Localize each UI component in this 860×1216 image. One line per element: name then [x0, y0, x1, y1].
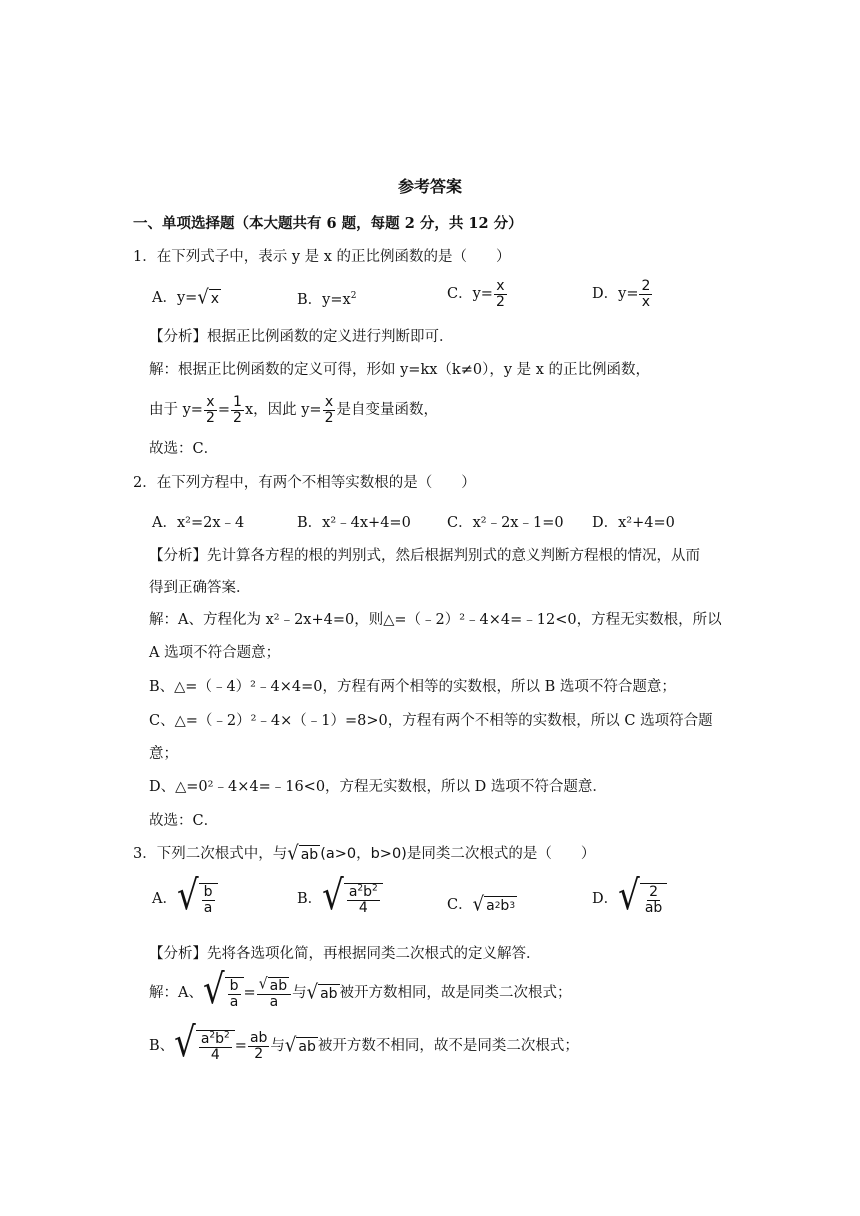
sqrt-ab: √ ab: [287, 841, 319, 865]
q1-option-c-label: C．y=: [447, 286, 493, 303]
q3-sol-b-pre: B、: [149, 1038, 175, 1055]
q3-option-d: [592, 871, 667, 920]
q3-stem-pre: 3．下列二次根式中，与: [133, 846, 288, 862]
q2-analysis-line2: 得到正确答案．: [149, 580, 251, 596]
q2-stem: 2．在下列方程中，有两个不相等实数根的是（ ）: [133, 475, 476, 491]
sqrt-a2b2-over-4: √ $\frac{a^2b^2}{4}$: [322, 883, 383, 915]
q1-stem: 1．在下列式子中，表示 y 是 x 的正比例函数的是（ ）: [133, 249, 511, 265]
q3-stem-post: 是同类二次根式的是（ ）: [406, 846, 596, 862]
q3-analysis: 【分析】先将各选项化简，再根据同类二次根式的定义解答．: [149, 946, 541, 962]
q3-option-a: [152, 871, 218, 920]
q3-stem: [133, 841, 596, 865]
frac-2-over-x: $\frac{2}{x}$: [641, 278, 651, 310]
q3-sol-a-pre: 解：A、: [149, 985, 203, 1002]
q3-solution-b: B、 √ $\frac{a^2b^2}{4}$ = $\frac{ab}{2}$ 与 √ ab 被开方数不相同，故不是同类二次根式；: [149, 1018, 579, 1067]
q2-solution-d: D、△=0²﹣4×4=﹣16<0，方程无实数根，所以 D 选项不符合题意．: [149, 779, 607, 795]
q1-sol2-post: 是自变量函数，: [336, 402, 439, 419]
page-title: 参考答案: [397, 177, 462, 196]
sqrt-b-over-a: √ $\frac{b}{a}$: [177, 883, 218, 915]
q3-sol-a-post: 被开方数相同，故是同类二次根式；: [339, 985, 572, 1002]
q1-sol2-pre: 由于 y=: [149, 402, 203, 419]
q2-option-b: B．x²﹣4x+4=0: [297, 515, 411, 531]
sqrt-a2b2-over-4: √ $\frac{a^2b^2}{4}$: [174, 1030, 235, 1062]
q3-option-d-label: D．: [592, 891, 619, 908]
sqrt-b-over-a: √ $\frac{b}{a}$: [203, 977, 244, 1009]
q3-option-b-label: B．: [297, 891, 323, 908]
frac-x-over-2: $\frac{x}{2}$: [324, 394, 334, 426]
q1-solution-line2: 由于 y= $\frac{x}{2}$ = $\frac{1}{2}$ x，因此 y= $\frac{x}{2}$ 是自变量函数，: [149, 394, 439, 426]
q3-option-c: [447, 893, 517, 914]
q1-option-d-label: D．y=: [592, 286, 639, 303]
q3-sol-b-with: 与: [270, 1038, 285, 1055]
q1-answer: 故选：C．: [149, 441, 219, 457]
frac-sqrt-ab-over-a: √ ab a: [257, 977, 291, 1009]
q1-option-b-label: B．y=x: [297, 292, 351, 308]
q1-sol2-mid: x，因此 y=: [244, 402, 322, 419]
q2-solution-b: B、△=（﹣4）²﹣4×4=0，方程有两个相等的实数根，所以 B 选项不符合题意；: [149, 679, 676, 695]
q2-solution-c-line2: 意；: [149, 746, 178, 762]
q2-option-d: D．x²+4=0: [592, 515, 675, 531]
q1-option-d: [592, 279, 653, 309]
q1-option-a-label: A．y=: [152, 290, 198, 306]
q2-analysis-line1: 【分析】先计算各方程的根的判别式，然后根据判别式的意义判断方程根的情况，从而: [149, 548, 700, 564]
q1-option-a: [152, 286, 221, 307]
frac-x-over-2: $\frac{x}{2}$: [495, 278, 505, 310]
q3-option-a-label: A．: [152, 891, 177, 908]
sqrt-2-over-ab: √ $\frac{2}{ab}$: [618, 883, 667, 915]
sqrt-a2b3: √ a 2 b 3: [472, 892, 516, 916]
q2-solution-a-line2: A 选项不符合题意；: [149, 645, 281, 661]
frac-ab-over-2: $\frac{ab}{2}$: [249, 1030, 268, 1062]
q3-option-b: [297, 871, 383, 920]
q1-solution-line1: 解：根据正比例函数的定义可得，形如 y=kx（k≠0），y 是 x 的正比例函数，: [149, 362, 651, 378]
q3-solution-a: 解：A、 √ $\frac{b}{a}$ = √ ab a 与 √ ab 被开方数相同，故是同类二次根式；: [149, 965, 572, 1014]
q2-answer: 故选：C．: [149, 813, 219, 829]
q3-sol-b-post: 被开方数不相同，故不是同类二次根式；: [317, 1038, 579, 1055]
q3-sol-a-with: 与: [292, 985, 307, 1002]
frac-x-over-2: $\frac{x}{2}$: [205, 394, 215, 426]
q3-option-c-label: C．: [447, 897, 473, 913]
q3-condition: (a>0，b>0): [320, 846, 407, 862]
q1-analysis: 【分析】根据正比例函数的定义进行判断即可．: [149, 329, 454, 345]
q2-solution-a-line1: 解：A、方程化为 x²﹣2x+4=0，则△=（﹣2）²﹣4×4=﹣12<0，方程无实数根，所以: [149, 612, 722, 628]
sqrt-ab: √ ab: [284, 1034, 316, 1058]
q2-option-a: A．x²=2x﹣4: [152, 515, 245, 531]
frac-1-over-2: $\frac{1}{2}$: [233, 394, 242, 426]
sqrt-x: √ x: [197, 285, 220, 309]
sqrt-ab: √ ab: [306, 981, 338, 1005]
q1-option-b: B．$y=x^2$: [297, 291, 357, 308]
q2-option-c: C．x²﹣2x﹣1=0: [447, 515, 564, 531]
q1-option-c: [447, 279, 508, 309]
section-heading: 一、单项选择题（本大题共有 6 题，每题 2 分，共 12 分）: [133, 215, 523, 232]
q2-solution-c-line1: C、△=（﹣2）²﹣4×（﹣1）=8>0，方程有两个不相等的实数根，所以 C 选项符合题: [149, 713, 713, 729]
